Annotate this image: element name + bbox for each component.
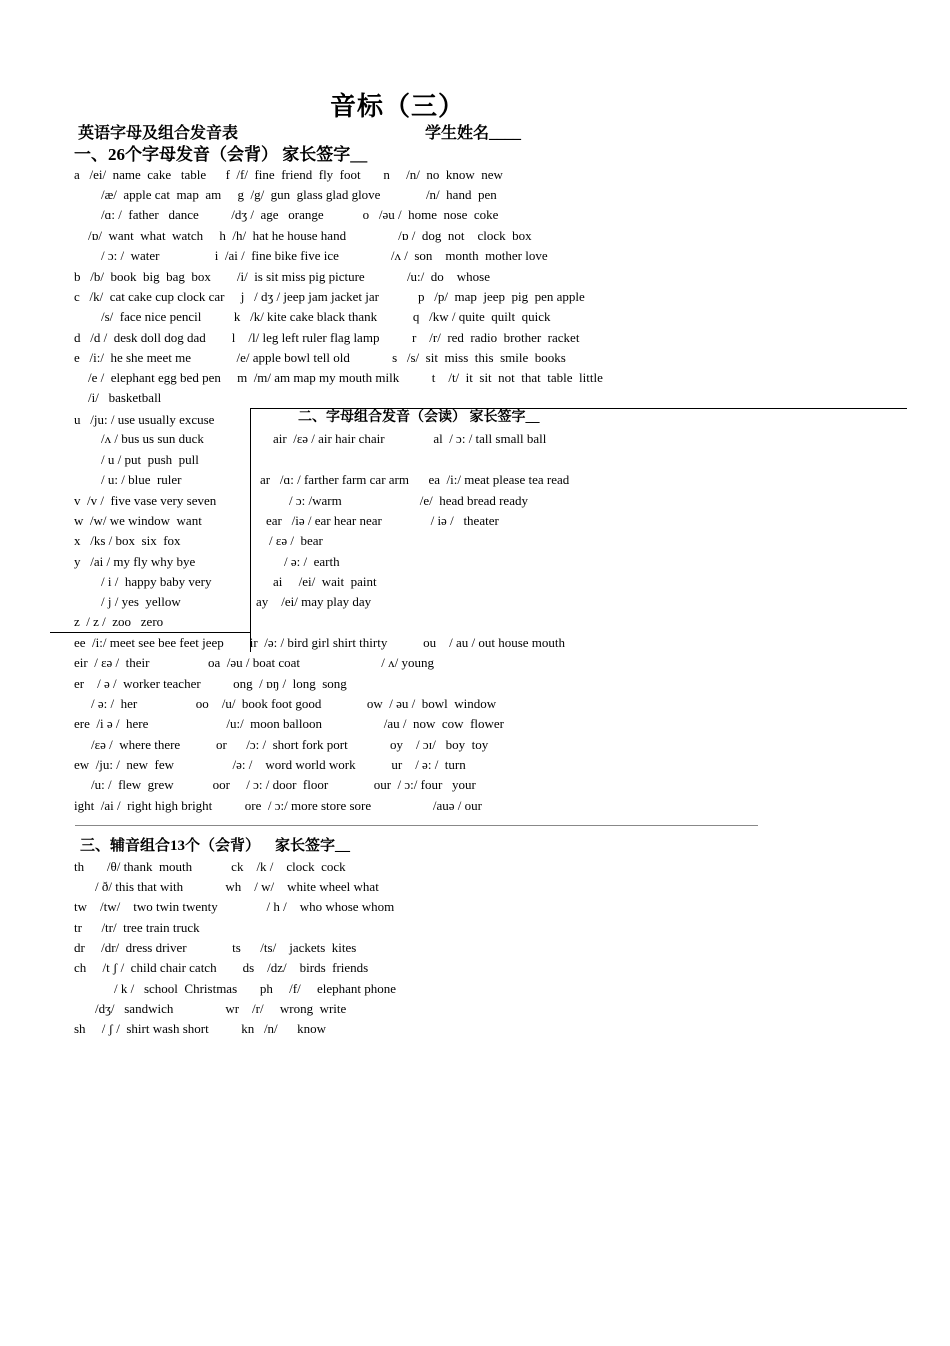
letter-line: u /ju: / use usually excuse — [74, 412, 215, 427]
letter-line: /e / elephant egg bed pen m /m/ am map my mouth milk t /t/ it sit not that table little — [88, 370, 603, 385]
section3-heading: 三、辅音组合13个（会背） 家长签字__ — [80, 838, 351, 854]
consonant-line: sh / ʃ / shirt wash short kn /n/ know — [74, 1021, 327, 1036]
letter-line: /s/ face nice pencil k /k/ kite cake black thank q /kw / quite quilt quick — [101, 309, 551, 324]
letter-line: /ɑ: / father dance /dʒ / age orange o /əu / home nose coke — [101, 207, 499, 222]
section2-heading: 二、字母组合发音（会读） 家长签字__ — [298, 410, 540, 425]
dashed-divider — [75, 825, 758, 826]
page-title: 音标（三） — [330, 92, 466, 121]
letter-line: x /ks / box six fox — [74, 533, 181, 548]
section1-heading: 一、26个字母发音（会背） 家长签字__ — [74, 145, 368, 164]
consonant-line: ch /t ʃ / child chair catch ds /dz/ birds friends — [74, 960, 369, 975]
combo-line: er / ə / worker teacher ong / ɒŋ / long song — [74, 676, 347, 691]
combo-line: / ɛə / bear — [269, 533, 323, 548]
combo-line: eir / ɛə / their oa /əu / boat coat / ʌ/ young — [74, 655, 435, 670]
table-title: 英语字母及组合发音表 — [78, 125, 239, 142]
combo-line: ee /i:/ meet see bee feet jeep ir /ə: / bird girl shirt thirty ou / au / out house mouth — [74, 635, 565, 650]
consonant-line: th /θ/ thank mouth ck /k / clock cock — [74, 859, 346, 874]
consonant-line: /dʒ/ sandwich wr /r/ wrong write — [95, 1001, 347, 1016]
letter-line: / ɔ: / water i /ai / fine bike five ice /ʌ / son month mother love — [101, 248, 548, 263]
letter-line: /ɒ/ want what watch h /h/ hat he house hand /ɒ / dog not clock box — [88, 228, 532, 243]
letter-line: / i / happy baby very — [101, 574, 212, 589]
consonant-line: tw /tw/ two twin twenty / h / who whose whom — [74, 899, 395, 914]
divider-horizontal-left — [50, 632, 250, 633]
letter-line: w /w/ we window want — [74, 513, 202, 528]
consonant-line: tr /tr/ tree train truck — [74, 920, 200, 935]
consonant-line: dr /dr/ dress driver ts /ts/ jackets kites — [74, 940, 357, 955]
letter-line: /ʌ / bus us sun duck — [101, 431, 204, 446]
letter-line: /æ/ apple cat map am g /g/ gun glass glad glove /n/ hand pen — [101, 187, 497, 202]
letter-line: e /i:/ he she meet me /e/ apple bowl tell old s /s/ sit miss this smile books — [74, 350, 566, 365]
consonant-line: / ð/ this that with wh / w/ white wheel what — [95, 879, 379, 894]
letter-line: / u / put push pull — [101, 452, 199, 467]
letter-line: / j / yes yellow — [101, 594, 181, 609]
letter-line: /i/ basketball — [88, 390, 162, 405]
combo-line: ear /iə / ear hear near / iə / theater — [266, 513, 499, 528]
letter-line: v /v / five vase very seven — [74, 493, 217, 508]
combo-line: /u: / flew grew oor / ɔ: / door floor our / ɔ:/ four your — [91, 777, 476, 792]
combo-line: ew /ju: / new few /ə: / word world work ur / ə: / turn — [74, 757, 466, 772]
letter-line: a /ei/ name cake table f /f/ fine friend fly foot n /n/ no know new — [74, 167, 503, 182]
consonant-line: / k / school Christmas ph /f/ elephant phone — [114, 981, 396, 996]
letter-line: z / z / zoo zero — [74, 614, 164, 629]
combo-line: ar /ɑ: / farther farm car arm ea /i:/ meat please tea read — [260, 472, 570, 487]
letter-line: y /ai / my fly why bye — [74, 554, 196, 569]
combo-line: ight /ai / right high bright ore / ɔ:/ more store sore /auə / our — [74, 798, 482, 813]
combo-line: / ə: / earth — [284, 554, 340, 569]
combo-line: ere /i ə / here /u:/ moon balloon /au / now cow flower — [74, 716, 505, 731]
combo-line: /ɛə / where there or /ɔ: / short fork port oy / ɔɪ/ boy toy — [91, 737, 489, 752]
divider-horizontal — [250, 408, 907, 409]
combo-line: / ɔ: /warm /e/ head bread ready — [289, 493, 528, 508]
student-name-label: 学生姓名____ — [425, 125, 522, 142]
letter-line: b /b/ book big bag box /i/ is sit miss pig picture /u:/ do whose — [74, 269, 490, 284]
combo-line: / ə: / her oo /u/ book foot good ow / əu / bowl window — [91, 696, 497, 711]
combo-line: ay /ei/ may play day — [256, 594, 372, 609]
letter-line: d /d / desk doll dog dad l /l/ leg left ruler flag lamp r /r/ red radio brother racket — [74, 330, 580, 345]
letter-line: c /k/ cat cake cup clock car j / dʒ / jeep jam jacket jar p /p/ map jeep pig pen apple — [74, 289, 585, 304]
combo-line: air /ɛə / air hair chair al / ɔ: / tall small ball — [273, 431, 547, 446]
letter-line: / u: / blue ruler — [101, 472, 182, 487]
combo-line: ai /ei/ wait paint — [273, 574, 377, 589]
divider-vertical — [250, 408, 251, 652]
